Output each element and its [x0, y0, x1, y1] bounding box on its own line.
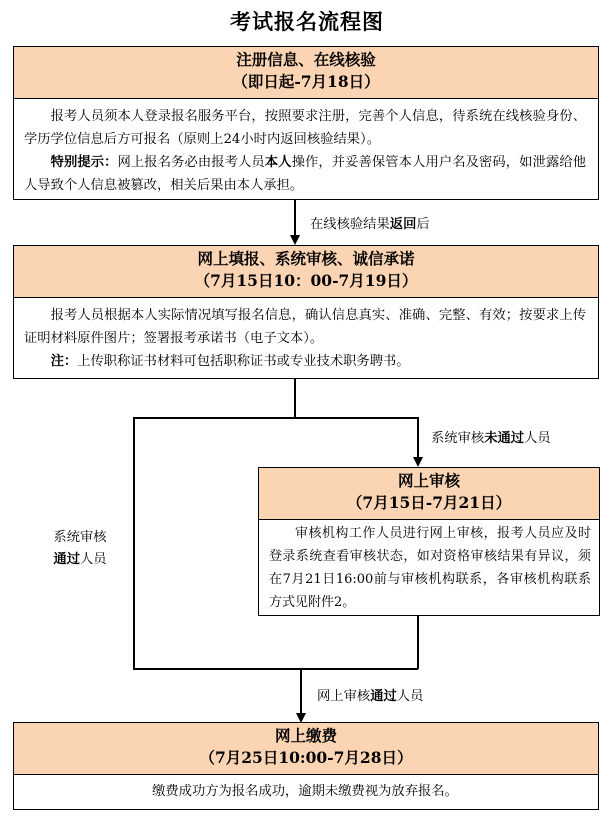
not-passed-bold: 未通过	[484, 431, 525, 446]
branch-label-not-passed	[431, 428, 551, 450]
step-fill-note	[24, 350, 586, 373]
branch-bottom-line	[133, 668, 418, 670]
fill-note-text: 上传职称证书材料可包括职称证书或专业技术职务聘书。	[77, 354, 410, 369]
not-passed-a: 系统审核	[431, 431, 485, 446]
step-review-period: （7月15日-7月21日）	[346, 493, 512, 512]
step-register-period: （即日起-7月18日）	[232, 72, 380, 91]
page-title: 考试报名流程图	[230, 9, 384, 34]
step-fill-body	[14, 298, 598, 373]
branch-top-line	[133, 417, 418, 419]
step-review-box	[258, 467, 600, 616]
step-payment-period: （7月25日10:00-7月28日）	[199, 748, 413, 767]
arrow-label-verified-a: 在线核验结果	[310, 217, 390, 232]
review-passed-bold: 通过	[370, 689, 397, 704]
step-review-heading: 网上审核	[397, 471, 460, 490]
step-payment-header	[14, 723, 598, 775]
review-passed-b: 人员	[396, 689, 424, 704]
connector-line-2	[294, 379, 296, 418]
special-note-text-b: 操作，并妥善保管本人用户名及密码，如泄露给他人导致个人信息被篡改，相关后果由本人承担。	[24, 155, 587, 193]
arrow-down-icon	[290, 235, 300, 245]
review-passed-a: 网上审核	[317, 689, 371, 704]
special-note-label: 特别提示：	[50, 155, 118, 170]
branch-label-passed	[42, 527, 118, 571]
step-payment-box	[13, 722, 599, 810]
branch-right-line	[417, 417, 419, 458]
step-register-body	[14, 99, 598, 197]
passed-bold: 通过	[53, 552, 80, 567]
not-passed-b: 人员	[524, 431, 551, 446]
review-bottom-line	[417, 615, 419, 669]
step-review-header	[259, 468, 599, 520]
step-review-body	[259, 520, 599, 614]
step-register-note	[24, 151, 586, 197]
step-payment-text: 缴费成功方为报名成功，逾期未缴费视为放弃报名。	[152, 784, 458, 799]
step-fill-header	[14, 246, 598, 298]
step-register-header	[14, 47, 598, 99]
passed-b: 人员	[80, 552, 107, 567]
arrow-label-verified-b: 后	[416, 217, 430, 232]
arrow-label-verified-bold: 返回	[389, 217, 417, 232]
step-fill-heading: 网上填报、系统审核、诚信承诺	[197, 249, 415, 268]
arrow-label-review-passed	[317, 686, 423, 708]
step-payment-heading: 网上缴费	[274, 726, 337, 745]
step-payment-body	[14, 775, 598, 803]
arrow-label-verified	[310, 214, 430, 236]
branch-left-line	[133, 417, 135, 669]
special-note-text-a: 网上报名务必由报考人员	[117, 155, 265, 170]
step-register-text: 报考人员须本人登录报名服务平台，按照要求注册，完善个人信息，待系统在线核验身份、学历学位信息后方可报名（原则上24小时内返回核验结果）。	[24, 109, 586, 147]
passed-line1: 系统审核	[53, 530, 107, 545]
connector-line-1	[294, 200, 296, 236]
step-fill-period: （7月15日10：00-7月19日）	[194, 271, 418, 290]
step-register-box	[13, 46, 599, 200]
step-fill-box	[13, 245, 599, 379]
connector-line-3	[300, 669, 302, 714]
step-fill-text: 报考人员根据本人实际情况填写报名信息，确认信息真实、准确、完整、有效；按要求上传证明材料原件图片；签署报考承诺书（电子文本）。	[24, 308, 586, 346]
arrow-down-icon	[413, 457, 423, 467]
special-note-emphasis: 本人	[264, 155, 292, 170]
step-register-heading: 注册信息、在线核验	[236, 50, 376, 69]
step-review-text: 审核机构工作人员进行网上审核，报考人员应及时登录系统查看审核状态，如对资格审核结果有异议，须在7月21日16:00前与审核机构联系，各审核机构联系方式见附件2。	[269, 526, 591, 610]
fill-note-label: 注：	[50, 354, 78, 369]
